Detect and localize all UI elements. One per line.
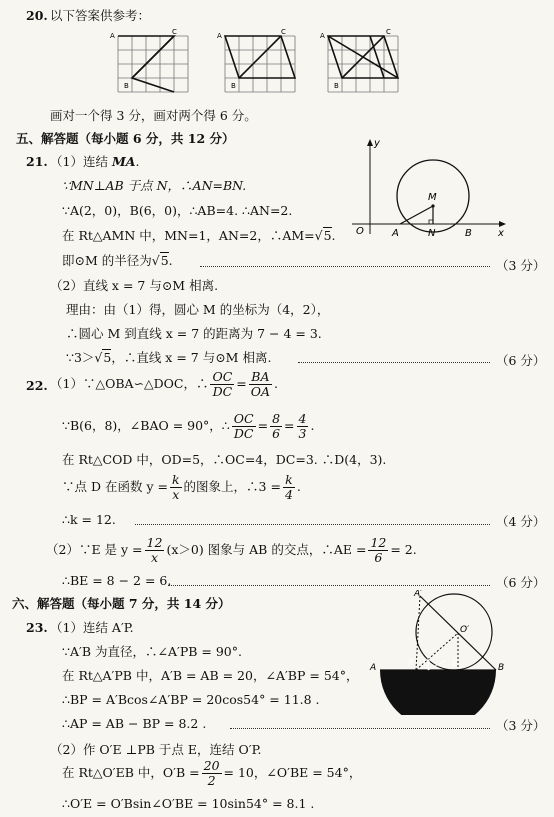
q21-number: 21. xyxy=(26,154,48,169)
q20-f2-label-b: B xyxy=(231,82,236,90)
q23-fig-e-label: E xyxy=(452,659,458,669)
q21-fig-n-label: N xyxy=(428,228,436,239)
q21-fig-a-label: A xyxy=(392,228,399,239)
q23-line-5: ∴AP = AB − BP = 8.2 . xyxy=(62,716,207,731)
q22-number: 22. xyxy=(26,378,48,393)
q21-score-1: （3 分） xyxy=(496,258,546,273)
q20-f2-label-a: A xyxy=(217,32,222,40)
q20-f1-label-c: C xyxy=(172,28,177,36)
q21-fig-m-label: M xyxy=(428,192,437,203)
q20-figure-3 xyxy=(318,28,408,100)
q21-line-1: ∵MN⊥AB 于点 N，∴AN=BN. xyxy=(62,178,247,193)
q23-dots-1 xyxy=(230,728,490,729)
q20-f3-label-c: C xyxy=(386,28,391,36)
q20-f2-label-c: C xyxy=(281,28,286,36)
q21-part1-head: （1）连结 MA. xyxy=(50,154,140,169)
q23-score-1: （3 分） xyxy=(496,718,546,733)
q21-fig-x-label: x xyxy=(498,228,504,239)
q20-figure-2 xyxy=(215,28,305,100)
q23-line-1: （1）连结 A′P. xyxy=(50,620,134,635)
q21-score-2: （6 分） xyxy=(496,353,546,368)
section-6-title: 六、解答题（每小题 7 分，共 14 分） xyxy=(12,596,231,611)
q21-part2: （2）直线 x = 7 与⊙M 相离. xyxy=(50,278,219,293)
q21-line-3: 在 Rt△AMN 中，MN=1，AN=2，∴AM=√5. xyxy=(62,228,336,243)
q23-line-6: （2）作 O′E ⊥PB 于点 E，连结 O′P. xyxy=(50,742,262,757)
q23-fig-b-label: B xyxy=(498,663,505,673)
q21-dots-2 xyxy=(298,362,490,363)
q20-f1-label-a: A xyxy=(110,32,115,40)
q22-dots-1 xyxy=(135,524,490,525)
q23-fig-a-label: A xyxy=(370,663,377,673)
q20-number: 20. xyxy=(26,8,48,23)
q23-line-4: ∴BP = A′Bcos∠A′BP = 20cos54° = 11.8 . xyxy=(62,692,320,707)
q21-line-4: 即⊙M 的半径为√5. xyxy=(62,253,173,268)
q20-f1-label-b: B xyxy=(124,82,129,90)
q23-number: 23. xyxy=(26,620,48,635)
q20-f3-label-b: B xyxy=(334,82,339,90)
q23-fig-o-prime-label: O′ xyxy=(460,625,470,635)
q21-dots-1 xyxy=(200,266,490,267)
q22-line-6: （2）∵E 是 y = $\frac{12}{x}$ (x＞0) 图象与 AB 的交点，∴AE = $\frac{12}{6}$ = 2. xyxy=(46,535,417,565)
q22-line-3: 在 Rt△COD 中，OD=5，∴OC=4，DC=3. ∴D(4，3). xyxy=(62,452,387,467)
q21-line-7: ∵3＞√5，∴直线 x = 7 与⊙M 相离. xyxy=(66,350,272,365)
q21-line-5: 理由：由（1）得，圆心 M 的坐标为（4，2）， xyxy=(66,302,330,317)
q23-fig-p-label: P xyxy=(408,659,414,669)
q20-figure-1 xyxy=(108,28,198,100)
q23-fig-o-label: O xyxy=(423,659,431,669)
q21-fig-b-label: B xyxy=(465,228,472,239)
q22-line-7: ∴BE = 8 − 2 = 6. xyxy=(62,573,172,588)
q22-line-1: （1）∵△OBA∽△DOC，∴ $\frac{OC}{DC}$ = $\frac{BA}{OA}$ . xyxy=(50,369,279,399)
q22-dots-2 xyxy=(168,585,490,586)
q23-fig-a-prime-label: A′ xyxy=(414,590,423,599)
q23-line-3: 在 Rt△A′PB 中，A′B = AB = 20，∠A′BP = 54°， xyxy=(62,668,359,683)
section-5-title: 五、解答题（每小题 6 分，共 12 分） xyxy=(16,131,235,146)
q21-fig-y-label: y xyxy=(374,138,380,149)
q21-line-2: ∵A(2，0)，B(6，0)，∴AB=4. ∴AN=2. xyxy=(62,203,293,218)
q20-scoring: 画对一个得 3 分，画对两个得 6 分。 xyxy=(50,108,257,123)
q21-line-6: ∴圆心 M 到直线 x = 7 的距离为 7 − 4 = 3. xyxy=(66,326,322,341)
q23-line-8: ∴O′E = O′Bsin∠O′BE = 10sin54° = 8.1 . xyxy=(62,796,315,811)
q20-title: 以下答案供参考： xyxy=(50,8,151,23)
q23-line-7: 在 Rt△O′EB 中，O′B = $\frac{20}{2}$ = 10，∠O′BE = 54°， xyxy=(62,758,362,788)
q22-line-2: ∵B(6，8)，∠BAO = 90°，∴ $\frac{OC}{DC}$ = $\frac{8}{6}$ = $\frac{4}{3}$ . xyxy=(62,411,315,441)
q20-f3-label-a: A xyxy=(320,32,325,40)
q23-figure xyxy=(368,590,508,715)
q21-figure xyxy=(340,136,510,244)
q23-line-2: ∵A′B 为直径，∴∠A′PB = 90°. xyxy=(62,644,242,659)
q22-line-4: ∵点 D 在函数 y = $\frac{k}{x}$ 的图象上，∴3 = $\frac{k}{4}$ . xyxy=(62,472,301,502)
q22-line-5: ∴k = 12. xyxy=(62,512,116,527)
q21-fig-o-label: O xyxy=(356,226,364,237)
q22-score-2: （6 分） xyxy=(496,575,546,590)
q22-score-1: （4 分） xyxy=(496,514,546,529)
